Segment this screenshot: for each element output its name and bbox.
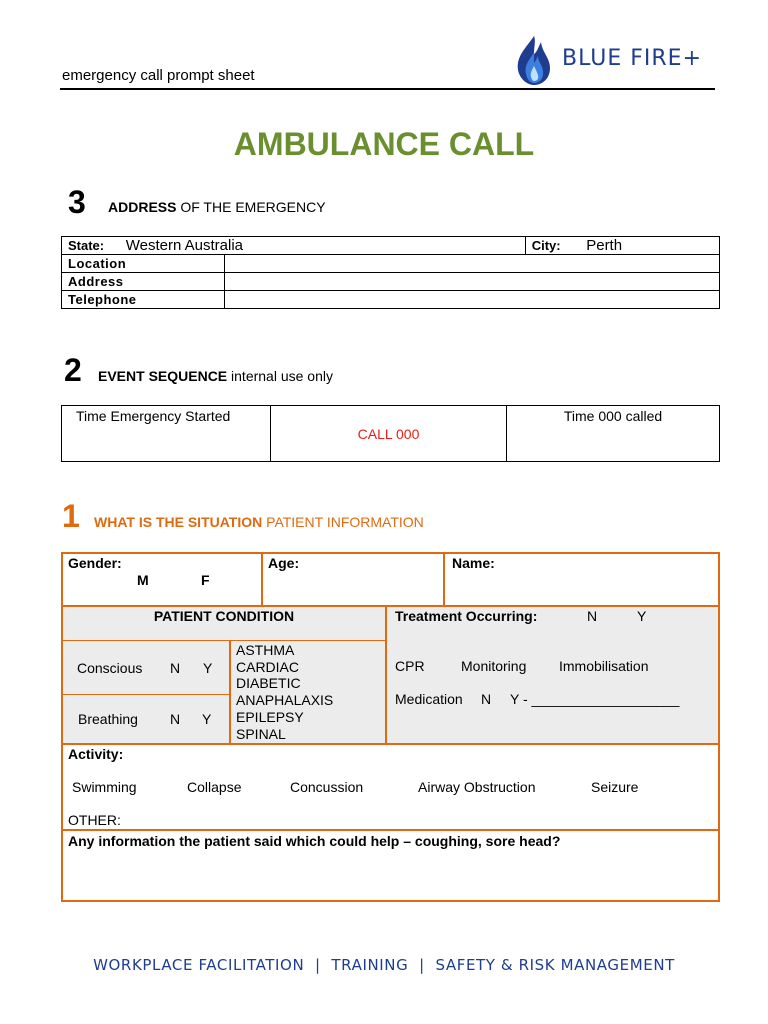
age-label: Age: xyxy=(268,555,300,571)
activity-seizure[interactable]: Seizure xyxy=(591,779,639,795)
time-started-label: Time Emergency Started xyxy=(76,408,231,424)
name-label: Name: xyxy=(452,555,495,571)
breathing-label: Breathing xyxy=(78,711,138,727)
section-1-heading-bold: WHAT IS THE SITUATION xyxy=(94,514,263,530)
location-field[interactable] xyxy=(225,255,720,273)
header-rule xyxy=(60,88,715,90)
form-divider xyxy=(443,552,445,606)
medication-label: Medication xyxy=(395,691,463,707)
patient-info-label: Any information the patient said which could help – coughing, sore head? xyxy=(68,833,561,849)
treatment-label: Treatment Occurring: xyxy=(395,608,538,624)
city-cell[interactable] xyxy=(525,237,719,255)
time-called-cell[interactable] xyxy=(507,406,720,462)
address-table xyxy=(61,236,720,309)
activity-label: Activity: xyxy=(68,746,124,762)
form-divider xyxy=(385,605,387,745)
medication-n-option[interactable]: N xyxy=(481,691,492,707)
conscious-y-option[interactable]: Y xyxy=(203,660,213,676)
section-1-heading-rest: PATIENT INFORMATION xyxy=(262,514,424,530)
time-started-cell[interactable] xyxy=(62,406,271,462)
section-3-number: 3 xyxy=(68,184,86,220)
page-title: AMBULANCE CALL xyxy=(233,126,535,162)
activity-swimming[interactable]: Swimming xyxy=(72,779,137,795)
address-field[interactable] xyxy=(225,273,720,291)
call-000: CALL 000 xyxy=(271,406,507,462)
section-2-heading-bold: EVENT SEQUENCE xyxy=(98,368,228,384)
brand-logo xyxy=(512,34,722,86)
medication-y-field[interactable]: Y - ___________________ xyxy=(510,691,680,707)
section-2-number: 2 xyxy=(64,352,82,388)
gender-m-option[interactable]: M xyxy=(137,572,149,588)
breathing-n-option[interactable]: N xyxy=(170,711,181,727)
state-cell[interactable] xyxy=(62,237,526,255)
form-divider xyxy=(261,552,263,606)
state-value: Western Australia xyxy=(125,237,244,254)
telephone-field[interactable] xyxy=(225,291,720,309)
activity-airway-obstruction[interactable]: Airway Obstruction xyxy=(418,779,536,795)
section-1-number: 1 xyxy=(62,498,80,534)
condition-list xyxy=(236,642,333,742)
city-value: Perth xyxy=(586,237,623,254)
gender-f-option[interactable]: F xyxy=(201,572,210,588)
conscious-n-option[interactable]: N xyxy=(170,660,181,676)
city-label: City: xyxy=(531,238,561,253)
location-label: Location xyxy=(62,255,225,273)
condition-cardiac[interactable]: CARDIAC xyxy=(236,658,300,675)
treatment-area xyxy=(387,607,718,743)
monitoring-option[interactable]: Monitoring xyxy=(461,658,527,674)
form-divider xyxy=(61,829,720,831)
form-divider xyxy=(61,694,231,695)
activity-concussion[interactable]: Concussion xyxy=(290,779,364,795)
telephone-label: Telephone xyxy=(62,291,225,309)
patient-info-field[interactable] xyxy=(63,852,718,900)
form-divider xyxy=(229,640,231,744)
section-3-heading-rest: OF THE EMERGENCY xyxy=(176,199,326,215)
section-3-heading-bold: ADDRESS xyxy=(108,199,177,215)
form-divider xyxy=(61,743,720,745)
footer-tagline: WORKPLACE FACILITATION | TRAINING | SAFETY & RISK MANAGEMENT xyxy=(93,956,675,974)
flame-icon xyxy=(512,34,556,86)
condition-epilepsy[interactable]: EPILEPSY xyxy=(236,708,304,725)
treatment-y-option[interactable]: Y xyxy=(637,608,647,624)
section-2-heading-rest: internal use only xyxy=(227,368,333,384)
time-called-label: Time 000 called xyxy=(563,408,663,424)
patient-condition-heading: PATIENT CONDITION xyxy=(153,608,295,624)
condition-anaphalaxis[interactable]: ANAPHALAXIS xyxy=(236,692,334,709)
activity-collapse[interactable]: Collapse xyxy=(187,779,242,795)
address-label: Address xyxy=(62,273,225,291)
brand-name: BLUE FIRE+ xyxy=(562,46,703,71)
treatment-n-option[interactable]: N xyxy=(587,608,598,624)
section-1-heading xyxy=(94,514,424,530)
gender-label: Gender: xyxy=(68,555,122,571)
breathing-y-option[interactable]: Y xyxy=(202,711,212,727)
conscious-label: Conscious xyxy=(77,660,143,676)
sheet-subtitle: emergency call prompt sheet xyxy=(62,67,255,84)
condition-diabetic[interactable]: DIABETIC xyxy=(236,675,301,692)
immobilisation-option[interactable]: Immobilisation xyxy=(559,658,649,674)
event-sequence-table xyxy=(61,405,720,462)
section-3-heading xyxy=(108,199,326,215)
condition-spinal[interactable]: SPINAL xyxy=(236,725,286,742)
cpr-option[interactable]: CPR xyxy=(395,658,425,674)
form-divider xyxy=(61,605,720,607)
condition-asthma[interactable]: ASTHMA xyxy=(236,642,295,658)
state-label: State: xyxy=(68,238,105,253)
other-label[interactable]: OTHER: xyxy=(68,812,121,828)
section-2-heading xyxy=(98,368,333,384)
form-divider xyxy=(61,640,387,641)
